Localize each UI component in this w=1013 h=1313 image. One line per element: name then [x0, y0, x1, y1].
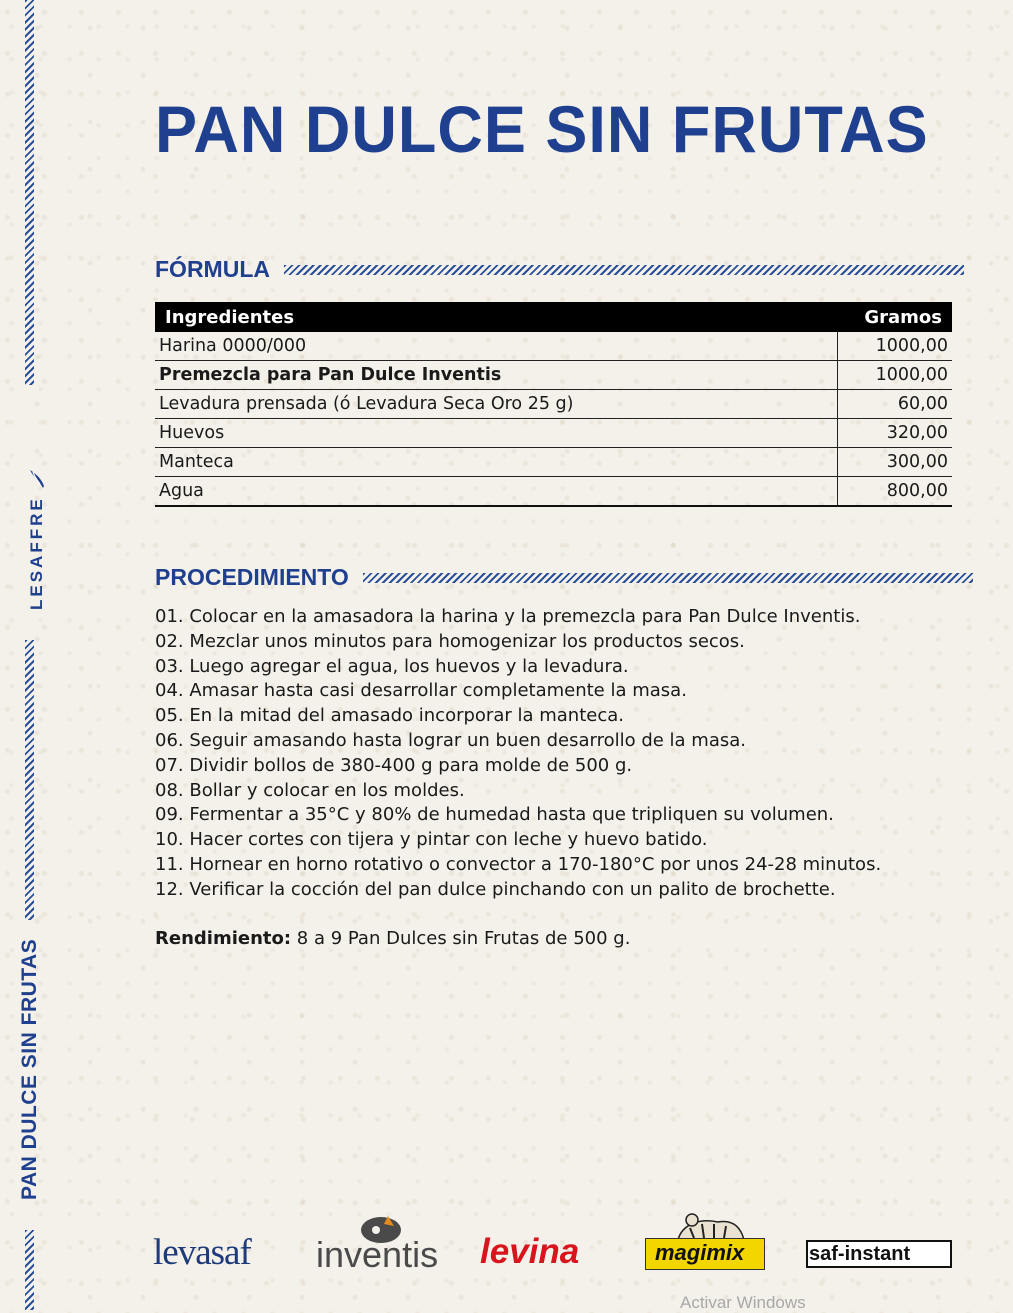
- procedure-step: 01. Colocar en la amasadora la harina y la premezcla para Pan Dulce Inventis.: [155, 606, 861, 627]
- table-row: [155, 390, 952, 419]
- procedure-step: 10. Hacer cortes con tijera y pintar con leche y huevo batido.: [155, 829, 708, 851]
- table-row: [155, 332, 952, 361]
- table-row: [155, 448, 952, 477]
- procedure-step: 06. Seguir amasando hasta lograr un buen desarrollo de la masa.: [155, 729, 746, 751]
- procedure-step: 08. Bollar y colocar en los moldes.: [155, 779, 465, 801]
- ingredient-grams: 60,00: [838, 390, 953, 419]
- formula-heading-label: FÓRMULA: [155, 256, 270, 282]
- procedure-step: 05. En la mitad del amasado incorporar la manteca.: [155, 705, 624, 727]
- procedure-heading: [155, 564, 973, 591]
- ingredient-name: Huevos: [155, 419, 838, 448]
- ingredient-grams: 1000,00: [838, 361, 953, 390]
- procedure-step: 11. Hornear en horno rotativo o convector a 170-180°C por unos 24-28 minutos.: [155, 853, 882, 875]
- bird-icon: [28, 468, 46, 490]
- ingredient-name: Manteca: [155, 448, 838, 477]
- ingredient-name: Harina 0000/000: [155, 332, 838, 361]
- ingredients-table: [155, 302, 952, 507]
- side-title: PAN DULCE SIN FRUTAS: [18, 938, 41, 1200]
- table-row: [155, 477, 952, 507]
- table-header-row: [155, 302, 952, 332]
- procedure-heading-rule: [363, 573, 973, 583]
- procedure-step: 09. Fermentar a 35°C y 80% de humedad hasta que tripliquen su volumen.: [155, 804, 834, 826]
- table-row: [155, 361, 952, 390]
- grams-column-header: Gramos: [838, 302, 953, 332]
- inventis-logo: inventis: [316, 1234, 439, 1275]
- page-title: PAN DULCE SIN FRUTAS: [155, 93, 929, 167]
- procedure-heading-label: PROCEDIMIENTO: [155, 564, 349, 590]
- yield-value: 8 a 9 Pan Dulces sin Frutas de 500 g.: [291, 928, 631, 949]
- sidebar: [0, 0, 50, 1310]
- procedure-steps: [155, 605, 881, 903]
- sidebar-hatch-bottom: [25, 1230, 34, 1310]
- procedure-step: 07. Dividir bollos de 380-400 g para molde de 500 g.: [155, 754, 633, 776]
- ingredient-grams: 320,00: [838, 419, 953, 448]
- levasaf-logo: levasaf: [153, 1232, 251, 1273]
- levina-logo: levina: [480, 1232, 580, 1271]
- saf-instant-logo: saf-instant: [809, 1243, 911, 1265]
- procedure-step: 04. Amasar hasta casi desarrollar completamente la masa.: [155, 680, 687, 702]
- brand-logos: [150, 1210, 960, 1280]
- procedure-step: 12. Verificar la cocción del pan dulce pinchando con un palito de brochette.: [155, 878, 836, 900]
- lesaffre-logo: [28, 420, 46, 610]
- sidebar-hatch-middle: [25, 640, 34, 920]
- ingredient-grams: 300,00: [838, 448, 953, 477]
- yield-label: Rendimiento:: [155, 928, 292, 949]
- yield-line: [155, 928, 630, 949]
- table-row: [155, 419, 952, 448]
- ingredient-grams: 800,00: [838, 477, 953, 507]
- ingredients-column-header: Ingredientes: [155, 302, 838, 332]
- ingredient-name: Levadura prensada (ó Levadura Seca Oro 25 g): [155, 390, 838, 419]
- ingredient-grams: 1000,00: [838, 332, 953, 361]
- brand-name: LESAFFRE: [27, 496, 46, 610]
- formula-heading: [155, 256, 964, 283]
- ingredient-rows: [155, 332, 952, 506]
- procedure-step: 03. Luego agregar el agua, los huevos y la levadura.: [155, 655, 629, 677]
- ingredient-name: Premezcla para Pan Dulce Inventis: [155, 361, 838, 390]
- windows-activation-watermark: Activar Windows: [680, 1293, 806, 1312]
- procedure-step: 02. Mezclar unos minutos para homogenizar los productos secos.: [155, 630, 745, 652]
- sidebar-hatch-top: [25, 0, 34, 385]
- ingredient-name: Agua: [155, 477, 838, 507]
- magimix-logo: magimix: [655, 1240, 745, 1265]
- formula-heading-rule: [284, 265, 964, 275]
